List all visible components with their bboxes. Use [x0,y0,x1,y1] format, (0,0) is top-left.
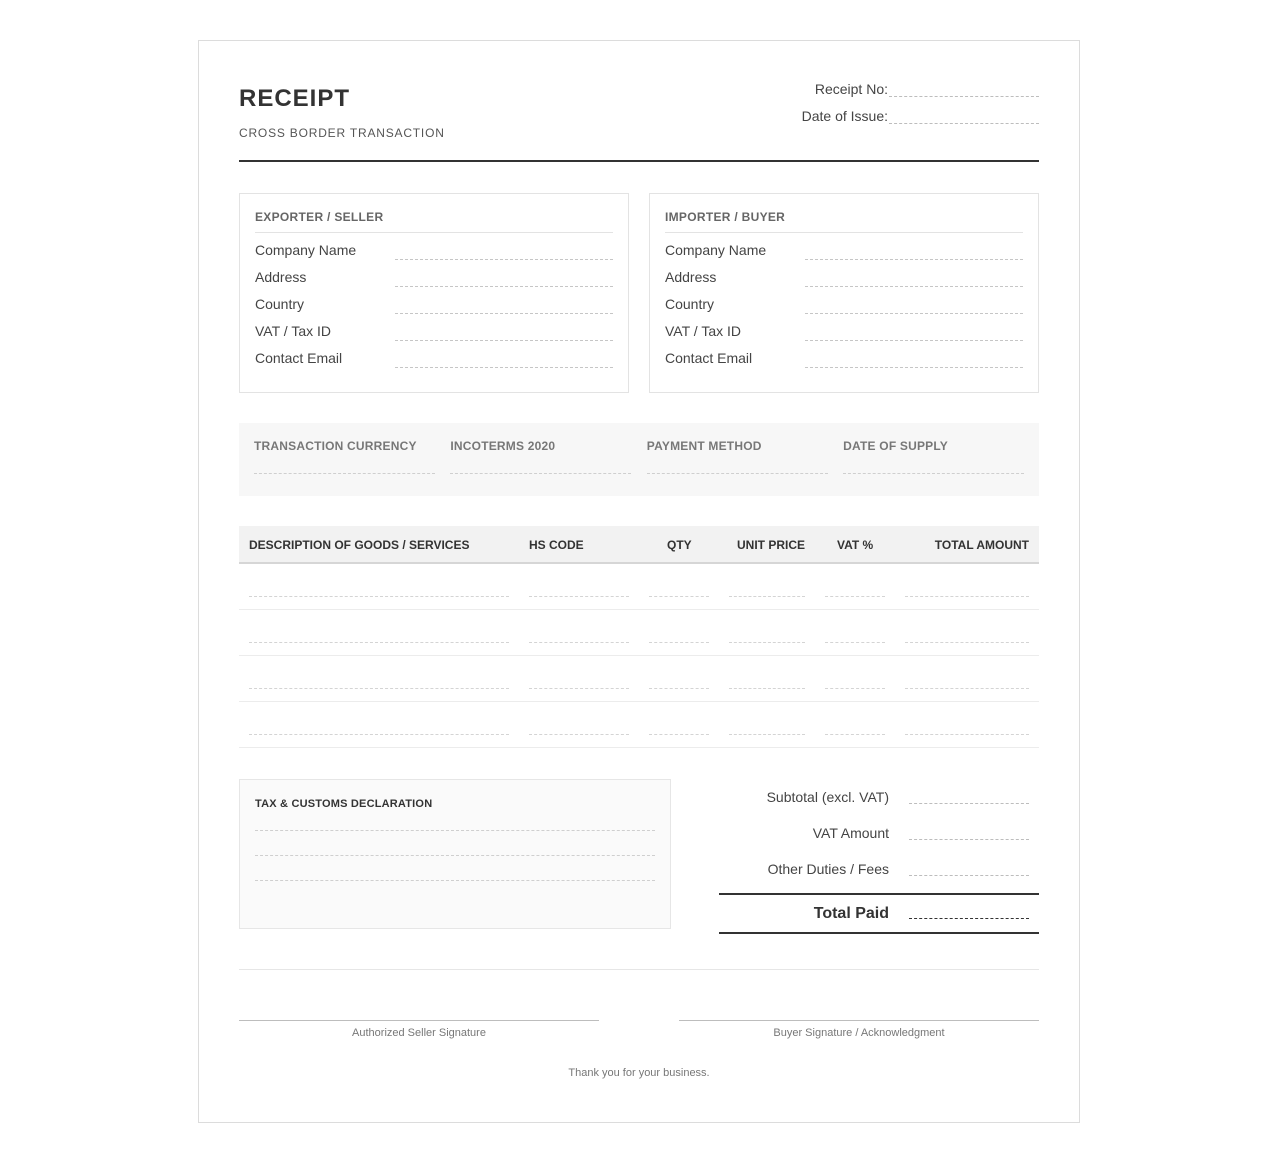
incoterms-field[interactable] [450,473,631,474]
buyer-signature[interactable] [679,1020,1039,1039]
exporter-row [255,233,613,260]
declaration-line[interactable] [255,880,655,881]
other-duties-row [719,855,1039,891]
importer-row [665,287,1023,314]
transaction-currency [254,423,435,496]
receipt-subtitle: CROSS BORDER TRANSACTION [239,126,445,140]
subtotal-field[interactable] [909,803,1029,804]
totals-block [719,783,1039,934]
thank-you-note: Thank you for your business. [568,1067,710,1079]
total-paid-row [719,893,1039,934]
exporter-country-field[interactable] [395,294,613,314]
description-cell[interactable] [249,734,509,735]
receipt-number-field[interactable] [889,81,1039,97]
buyer-signature-label: Buyer Signature / Acknowledgment [773,1027,945,1039]
exporter-email-field[interactable] [395,348,613,368]
qty-cell[interactable] [649,734,709,735]
payment-method-label: PAYMENT METHOD [646,439,762,453]
exporter-row [255,287,613,314]
receipt-page [198,40,1080,1123]
payment-method [647,423,828,496]
table-row [239,656,1039,702]
column-header-qty: QTY [667,538,692,552]
receipt-title: RECEIPT [239,85,351,112]
importer-country-field[interactable] [805,294,1023,314]
importer-company-field[interactable] [805,240,1023,260]
hs-code-cell[interactable] [529,734,629,735]
vat-amount-field[interactable] [909,839,1029,840]
exporter-row [255,260,613,287]
hs-code-cell[interactable] [529,688,629,689]
description-cell[interactable] [249,596,509,597]
qty-cell[interactable] [649,688,709,689]
importer-address-field[interactable] [805,267,1023,287]
total-paid-label: Total Paid [813,905,889,922]
total-cell[interactable] [905,596,1029,597]
column-header-unit-price: UNIT PRICE [737,538,806,552]
total-cell[interactable] [905,688,1029,689]
exporter-address-field[interactable] [395,267,613,287]
vat-cell[interactable] [825,642,885,643]
other-duties-label: Other Duties / Fees [767,861,889,877]
date-of-issue-field[interactable] [889,108,1039,124]
importer-row [665,233,1023,260]
seller-signature-label: Authorized Seller Signature [352,1027,486,1039]
date-of-issue-row [802,108,1039,124]
importer-title: IMPORTER / BUYER [665,210,1023,233]
column-header-hs-code: HS CODE [529,538,584,552]
table-row [239,610,1039,656]
vat-amount-row [719,819,1039,855]
exporter-field-label: Contact Email [255,350,343,366]
importer-email-field[interactable] [805,348,1023,368]
importer-field-label: Address [665,269,717,285]
items-table-header [239,526,1039,564]
hs-code-cell[interactable] [529,642,629,643]
unit-price-cell[interactable] [729,642,805,643]
total-cell[interactable] [905,734,1029,735]
date-of-issue-label: Date of Issue: [801,108,888,124]
vat-cell[interactable] [825,596,885,597]
importer-row [665,314,1023,341]
hs-code-cell[interactable] [529,596,629,597]
receipt-number-label: Receipt No: [814,81,888,97]
exporter-field-label: Country [255,296,305,312]
exporter-row [255,314,613,341]
importer-row [665,260,1023,287]
transaction-details [239,423,1039,496]
table-row [239,564,1039,610]
exporter-field-label: VAT / Tax ID [255,323,331,339]
exporter-field-label: Address [255,269,307,285]
incoterms-label: INCOTERMS 2020 [450,439,556,453]
section-divider [239,969,1039,970]
column-header-description: DESCRIPTION OF GOODS / SERVICES [249,538,470,552]
importer-field-label: Contact Email [665,350,753,366]
declaration-line[interactable] [255,830,655,831]
importer-row [665,341,1023,368]
description-cell[interactable] [249,642,509,643]
declaration-title: TAX & CUSTOMS DECLARATION [255,798,433,810]
total-paid-field[interactable] [909,918,1029,919]
qty-cell[interactable] [649,642,709,643]
vat-amount-label: VAT Amount [812,825,889,841]
importer-field-label: VAT / Tax ID [665,323,741,339]
items-table [239,526,1039,748]
column-header-vat: VAT % [837,538,874,552]
importer-field-label: Country [665,296,715,312]
unit-price-cell[interactable] [729,688,805,689]
column-header-total: TOTAL AMOUNT [934,538,1029,552]
exporter-field-label: Company Name [255,242,357,258]
unit-price-cell[interactable] [729,734,805,735]
exporter-row [255,341,613,368]
declaration-line[interactable] [255,855,655,856]
subtotal-label: Subtotal (excl. VAT) [766,789,889,805]
importer-vat-field[interactable] [805,321,1023,341]
unit-price-cell[interactable] [729,596,805,597]
payment-method-field[interactable] [647,473,828,474]
other-duties-field[interactable] [909,875,1029,876]
vat-cell[interactable] [825,688,885,689]
tax-customs-declaration [239,779,671,929]
exporter-title: EXPORTER / SELLER [255,210,613,233]
subtotal-row [719,783,1039,819]
exporter-box [239,193,629,393]
incoterms [450,423,631,496]
qty-cell[interactable] [649,596,709,597]
date-of-supply [843,423,1024,496]
date-of-supply-field[interactable] [843,473,1024,474]
vat-cell[interactable] [825,734,885,735]
seller-signature[interactable] [239,1020,599,1039]
exporter-company-field[interactable] [395,240,613,260]
transaction-currency-label: TRANSACTION CURRENCY [254,439,417,453]
exporter-vat-field[interactable] [395,321,613,341]
receipt-number-row [815,81,1039,97]
description-cell[interactable] [249,688,509,689]
header-divider [239,160,1039,162]
importer-box [649,193,1039,393]
table-row [239,702,1039,748]
importer-field-label: Company Name [665,242,767,258]
total-cell[interactable] [905,642,1029,643]
date-of-supply-label: DATE OF SUPPLY [843,439,948,453]
transaction-currency-field[interactable] [254,473,435,474]
